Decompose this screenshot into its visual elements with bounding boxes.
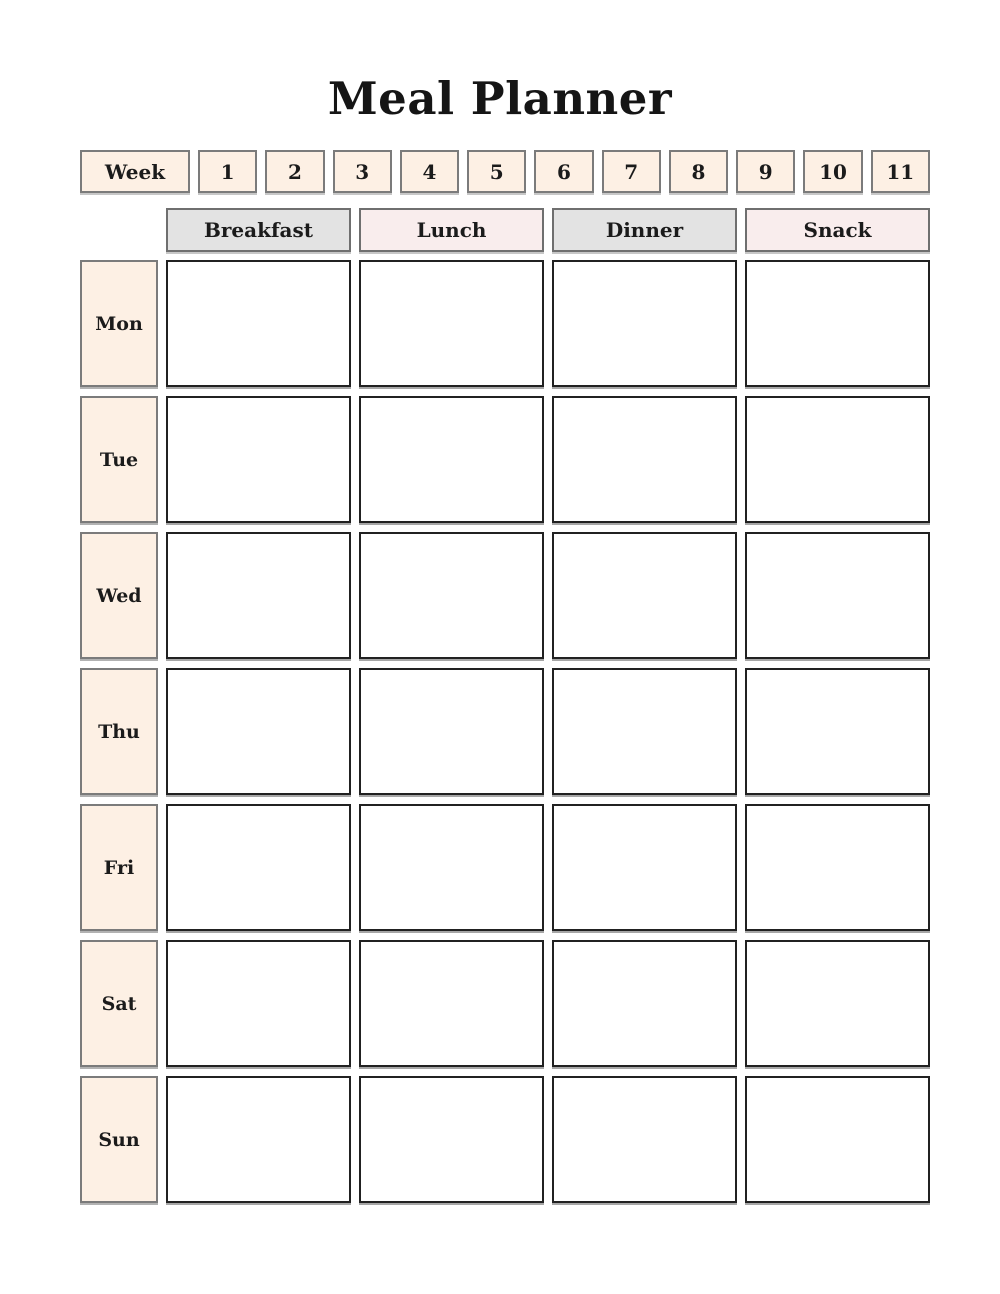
week-5-button[interactable]: 5: [467, 150, 526, 193]
header-spacer: [80, 208, 158, 252]
page-title: Meal Planner: [327, 72, 673, 125]
cell-wed-breakfast[interactable]: [166, 532, 351, 659]
cell-sat-breakfast[interactable]: [166, 940, 351, 1067]
day-label-sat: Sat: [80, 940, 158, 1067]
cell-mon-snack[interactable]: [745, 260, 930, 387]
cell-thu-dinner[interactable]: [552, 668, 737, 795]
cell-sun-snack[interactable]: [745, 1076, 930, 1203]
cell-fri-snack[interactable]: [745, 804, 930, 931]
week-8-button[interactable]: 8: [669, 150, 728, 193]
meal-header-row: [80, 208, 930, 252]
week-row: [80, 150, 930, 193]
cell-tue-lunch[interactable]: [359, 396, 544, 523]
cell-tue-dinner[interactable]: [552, 396, 737, 523]
cell-thu-lunch[interactable]: [359, 668, 544, 795]
week-10-button[interactable]: 10: [803, 150, 862, 193]
week-6-button[interactable]: 6: [534, 150, 593, 193]
cell-sun-dinner[interactable]: [552, 1076, 737, 1203]
cell-sat-snack[interactable]: [745, 940, 930, 1067]
day-label-tue: Tue: [80, 396, 158, 523]
column-header-dinner: Dinner: [552, 208, 737, 252]
cell-mon-lunch[interactable]: [359, 260, 544, 387]
cell-sun-lunch[interactable]: [359, 1076, 544, 1203]
week-3-button[interactable]: 3: [333, 150, 392, 193]
week-11-button[interactable]: 11: [871, 150, 930, 193]
cell-tue-breakfast[interactable]: [166, 396, 351, 523]
cell-mon-dinner[interactable]: [552, 260, 737, 387]
cell-thu-snack[interactable]: [745, 668, 930, 795]
week-label: Week: [80, 150, 190, 193]
week-4-button[interactable]: 4: [400, 150, 459, 193]
cell-fri-lunch[interactable]: [359, 804, 544, 931]
cell-fri-breakfast[interactable]: [166, 804, 351, 931]
column-header-breakfast: Breakfast: [166, 208, 351, 252]
planner-grid: [80, 260, 930, 1203]
day-label-sun: Sun: [80, 1076, 158, 1203]
day-label-wed: Wed: [80, 532, 158, 659]
week-9-button[interactable]: 9: [736, 150, 795, 193]
cell-mon-breakfast[interactable]: [166, 260, 351, 387]
cell-sat-dinner[interactable]: [552, 940, 737, 1067]
cell-sat-lunch[interactable]: [359, 940, 544, 1067]
week-2-button[interactable]: 2: [265, 150, 324, 193]
column-header-lunch: Lunch: [359, 208, 544, 252]
week-1-button[interactable]: 1: [198, 150, 257, 193]
cell-wed-lunch[interactable]: [359, 532, 544, 659]
cell-fri-dinner[interactable]: [552, 804, 737, 931]
cell-thu-breakfast[interactable]: [166, 668, 351, 795]
column-header-snack: Snack: [745, 208, 930, 252]
cell-wed-snack[interactable]: [745, 532, 930, 659]
day-label-fri: Fri: [80, 804, 158, 931]
cell-sun-breakfast[interactable]: [166, 1076, 351, 1203]
week-7-button[interactable]: 7: [602, 150, 661, 193]
cell-tue-snack[interactable]: [745, 396, 930, 523]
cell-wed-dinner[interactable]: [552, 532, 737, 659]
day-label-thu: Thu: [80, 668, 158, 795]
day-label-mon: Mon: [80, 260, 158, 387]
